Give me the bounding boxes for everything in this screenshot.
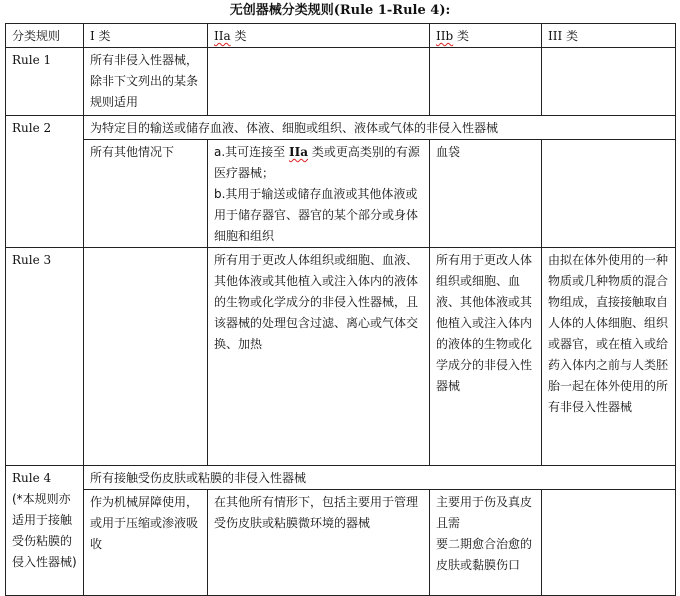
rule3-row <box>6 248 676 466</box>
rule4-class2b-line1: 主要用于伤及真皮且需 <box>436 495 533 530</box>
document-title: 无创器械分类规则(Rule 1-Rule 4): <box>229 3 451 18</box>
rule1-class2b <box>430 48 542 116</box>
header-class-2b <box>430 24 542 48</box>
rule1-class2a <box>208 48 430 116</box>
rule2-class3 <box>542 140 676 248</box>
header-class-2a-mark: IIa <box>214 29 231 43</box>
rule2-class2a-a-mark: IIa <box>288 145 308 159</box>
rule4-class2b <box>430 490 542 596</box>
header-rule: 分类规则 <box>6 24 84 48</box>
rule2-class2a-a-prefix: a.其可连接至 <box>214 145 289 159</box>
rule3-class1 <box>84 248 208 466</box>
rule4-desc: 所有接触受伤皮肤或粘膜的非侵入性器械 <box>84 466 676 490</box>
rule1-row <box>6 48 676 116</box>
rule2-desc: 为特定目的输送或储存血液、体液、细胞或组织、液体或气体的非侵入性器械 <box>84 116 676 140</box>
rule1-class1: 所有非侵入性器械，除非下文列出的某条规则适用 <box>84 48 208 116</box>
rule2-class1: 所有其他情况下 <box>84 140 208 248</box>
rule2-class2a-a-suffix: 类或更高类别的有源医疗器械； <box>214 145 420 180</box>
rule1-name: Rule 1 <box>6 48 84 116</box>
rule4-class3 <box>542 490 676 596</box>
header-class-1: I 类 <box>84 24 208 48</box>
rule3-name: Rule 3 <box>6 248 84 466</box>
rule2-class2a <box>208 140 430 248</box>
rule4-name: Rule 4 <box>12 471 52 485</box>
rule4-desc-row <box>6 466 676 490</box>
rule3-class2b: 所有用于更改人体组织或细胞、血液、其他体液或其他植入或注入体内的液体的生物或化学成分的非侵入性器械 <box>430 248 542 466</box>
header-row <box>6 24 676 48</box>
rule2-class2a-b: b.其用于输送或储存血液或其他体液或用于储存器官、器官的某个部分或身体细胞和组织 <box>214 187 419 243</box>
rule4-name-cell <box>6 466 84 596</box>
rule4-class2b-line2: 要二期愈合治愈的皮肤或黏膜伤口 <box>436 537 533 572</box>
rule4-class2a: 在其他所有情形下，包括主要用于管理受伤皮肤或粘膜微环境的器械 <box>208 490 430 596</box>
rule4-row <box>6 490 676 596</box>
rule3-class2a: 所有用于更改人体组织或细胞、血液、其他体液或其他植入或注入体内的液体的生物或化学成分的非侵入性器械，且该器械的处理包含过滤、离心或气体交换、加热 <box>208 248 430 466</box>
rule4-note: (*本规则亦适用于接触受伤粘膜的侵入性器械) <box>12 492 77 569</box>
rule2-name: Rule 2 <box>6 116 84 248</box>
header-class-2a <box>208 24 430 48</box>
header-class-3: III 类 <box>542 24 676 48</box>
rule2-class2b: 血袋 <box>430 140 542 248</box>
rule2-desc-row <box>6 116 676 140</box>
classification-table <box>5 23 676 596</box>
header-class-2b-mark: IIb <box>436 29 454 43</box>
rule3-class3: 由拟在体外使用的一种物质或几种物质的混合物组成，直接接触取自人体的人体细胞、组织或器官，或在植入或给药入体内之前与人类胚胎一起在体外使用的所有非侵入性器械 <box>542 248 676 466</box>
rule1-class3 <box>542 48 676 116</box>
header-class-2a-suffix: 类 <box>230 29 247 43</box>
header-class-2b-suffix: 类 <box>453 29 469 43</box>
rule2-row <box>6 140 676 248</box>
rule4-class1: 作为机械屏障使用，或用于压缩或渗液吸收 <box>84 490 208 596</box>
